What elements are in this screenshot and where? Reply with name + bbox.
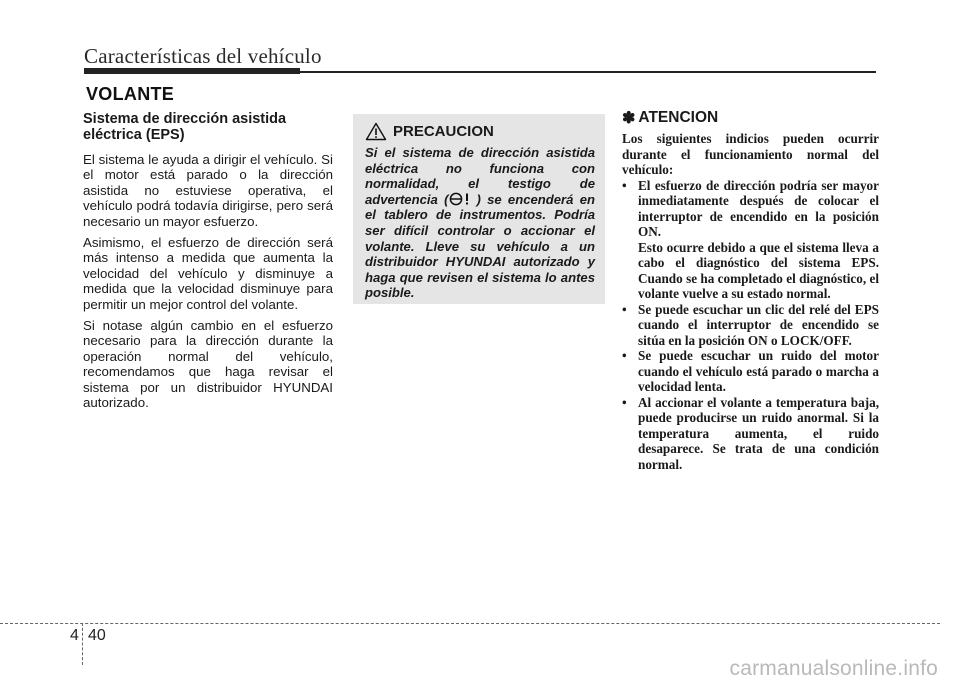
list-item-text: Se puede escuchar un clic del relé del EPS cuando el interruptor de encendido se sitúa en la posición ON o LOCK/OFF. [638,301,879,348]
atencion-title: ATENCION [638,109,719,126]
caution-text-end: ) se encenderá en el tablero de instrumentos. Podría ser difícil controlar o accionar el volante. Lleve su vehículo a un distribuidor HYUNDAI autorizado y haga que revisen el sistema lo antes posible. [365,191,596,301]
caution-text-start: Si el sistema de dirección asistida eléctrica no funciona con normalidad, el testigo de advertencia ( [365,145,595,207]
list-item-text: El esfuerzo de dirección podría ser mayor inmediatamente después de colocar el interruptor de encendido en la posición ON. [638,177,879,239]
page-number: 40 [88,627,106,644]
caution-header [365,122,595,141]
list-item [622,178,879,302]
atencion-intro: Los siguientes indicios pueden ocurrir durante el funcionamiento normal del vehículo: [622,131,879,177]
footer-divider [82,623,83,665]
bullet-icon: • [622,301,627,317]
page-header-title: Características del vehículo [84,44,322,68]
list-item [622,348,879,395]
list-item [622,395,879,473]
eps-column [83,111,333,417]
chapter-number: 4 [70,627,79,644]
list-item-extra: Esto ocurre debido a que el sistema lleva a cabo el diagnóstico del sistema EPS. Cuando se ha completado el diagnóstico, el volante vuelve a su estado normal. [638,239,879,301]
atencion-list [622,178,879,473]
atencion-column [622,108,879,472]
bullet-icon: • [622,177,627,193]
watermark: carmanualsonline.info [729,657,938,680]
steering-warning-icon [448,192,476,206]
eps-paragraph: Si notase algún cambio en el esfuerzo necesario para la dirección durante la operación normal del vehículo, recomendamos que haga revisar el sistema por un distribuidor HYUNDAI autorizado. [83,318,333,411]
section-title: VOLANTE [86,84,175,104]
caution-text [365,145,595,301]
list-item-text: Se puede escuchar un ruido del motor cuando el vehículo está parado o marcha a velocidad lenta. [638,348,879,394]
eps-paragraph: Asimismo, el esfuerzo de dirección será más intenso a medida que aumenta la velocidad del vehículo y disminuye a medida que la velocidad disminuye para permitir un mejor control del volante. [83,235,333,312]
caution-box [353,114,605,304]
list-item [622,302,879,349]
warning-triangle-icon [365,122,387,141]
bullet-icon: • [622,394,627,410]
header-rule [84,71,876,73]
asterisk-icon: ✽ [622,110,636,127]
bullet-icon: • [622,348,627,363]
caution-title: PRECAUCION [393,123,494,140]
atencion-header [622,108,879,128]
list-item-text: Al accionar el volante a temperatura baja, puede producirse un ruido anormal. Si la temperatura aumenta, el ruido desaparece. Se trata de una condición normal. [638,394,879,472]
footer-rule [0,623,940,624]
eps-heading: Sistema de dirección asistida eléctrica (EPS) [83,111,287,143]
eps-paragraph: El sistema le ayuda a dirigir el vehículo. Si el motor está parado o la dirección asistida no estuviese operativa, el vehículo podrá todavía dirigirse, pero será necesario un mayor esfuerzo. [83,152,333,229]
